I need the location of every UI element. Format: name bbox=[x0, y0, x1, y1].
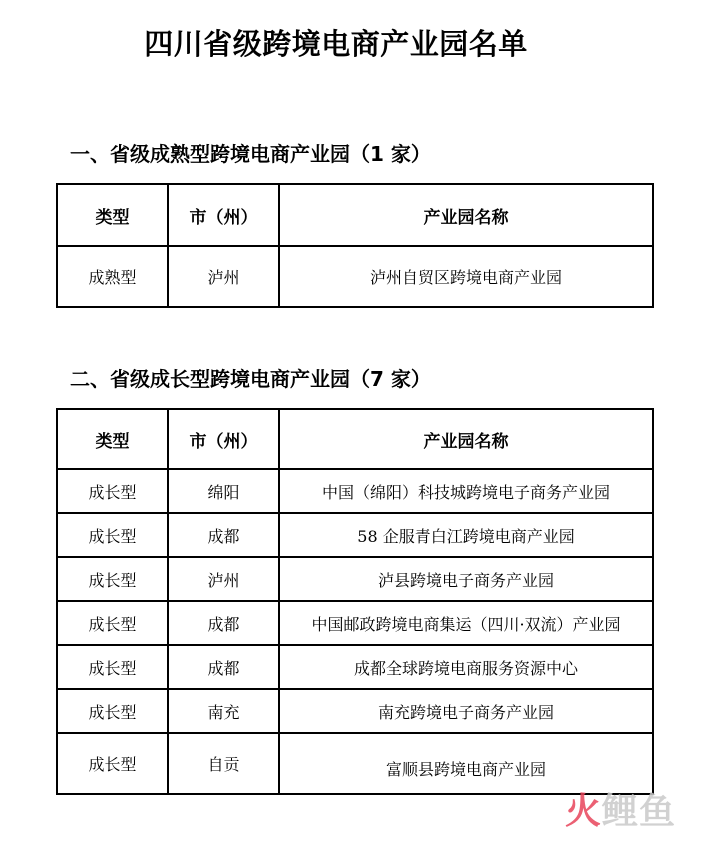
cell-park-name: 中国邮政跨境电商集运（四川·双流）产业园 bbox=[279, 601, 653, 645]
header-park-name: 产业园名称 bbox=[279, 184, 653, 246]
table-header-row bbox=[57, 409, 653, 469]
cell-type: 成长型 bbox=[57, 689, 168, 733]
cell-type: 成长型 bbox=[57, 601, 168, 645]
document-title: 四川省级跨境电商产业园名单 bbox=[144, 27, 528, 61]
watermark-text-gray: 鲤鱼 bbox=[601, 791, 676, 832]
table-row bbox=[57, 557, 653, 601]
table-row bbox=[57, 733, 653, 794]
table-row bbox=[57, 689, 653, 733]
cell-park-name: 南充跨境电子商务产业园 bbox=[279, 689, 653, 733]
cell-park-name: 泸县跨境电子商务产业园 bbox=[279, 557, 653, 601]
growth-park-table bbox=[56, 408, 654, 795]
header-city: 市（州） bbox=[168, 184, 279, 246]
mature-park-table bbox=[56, 183, 654, 308]
section-heading-growth: 二、省级成长型跨境电商产业园（7 家） bbox=[70, 367, 431, 391]
header-type: 类型 bbox=[57, 184, 168, 246]
cell-city: 成都 bbox=[168, 513, 279, 557]
header-park-name: 产业园名称 bbox=[279, 409, 653, 469]
cell-type: 成长型 bbox=[57, 557, 168, 601]
cell-park-name: 富顺县跨境电商产业园 bbox=[279, 733, 653, 794]
cell-park-name: 泸州自贸区跨境电商产业园 bbox=[279, 246, 653, 307]
cell-city: 自贡 bbox=[168, 733, 279, 794]
cell-city: 泸州 bbox=[168, 557, 279, 601]
table-header-row bbox=[57, 184, 653, 246]
section-heading-mature: 一、省级成熟型跨境电商产业园（1 家） bbox=[70, 142, 431, 166]
cell-city: 泸州 bbox=[168, 246, 279, 307]
cell-park-name: 成都全球跨境电商服务资源中心 bbox=[279, 645, 653, 689]
table-row bbox=[57, 469, 653, 513]
cell-city: 成都 bbox=[168, 645, 279, 689]
cell-type: 成长型 bbox=[57, 645, 168, 689]
table-row bbox=[57, 513, 653, 557]
cell-type: 成熟型 bbox=[57, 246, 168, 307]
header-type: 类型 bbox=[57, 409, 168, 469]
cell-park-name: 中国（绵阳）科技城跨境电子商务产业园 bbox=[279, 469, 653, 513]
table-row bbox=[57, 645, 653, 689]
table-row bbox=[57, 246, 653, 307]
cell-city: 南充 bbox=[168, 689, 279, 733]
cell-park-name: 58 企服青白江跨境电商产业园 bbox=[279, 513, 653, 557]
cell-city: 成都 bbox=[168, 601, 279, 645]
cell-city: 绵阳 bbox=[168, 469, 279, 513]
cell-type: 成长型 bbox=[57, 469, 168, 513]
table-row bbox=[57, 601, 653, 645]
watermark-logo bbox=[565, 783, 676, 834]
header-city: 市（州） bbox=[168, 409, 279, 469]
cell-type: 成长型 bbox=[57, 513, 168, 557]
watermark-text-red: 火 bbox=[564, 791, 602, 832]
cell-type: 成长型 bbox=[57, 733, 168, 794]
